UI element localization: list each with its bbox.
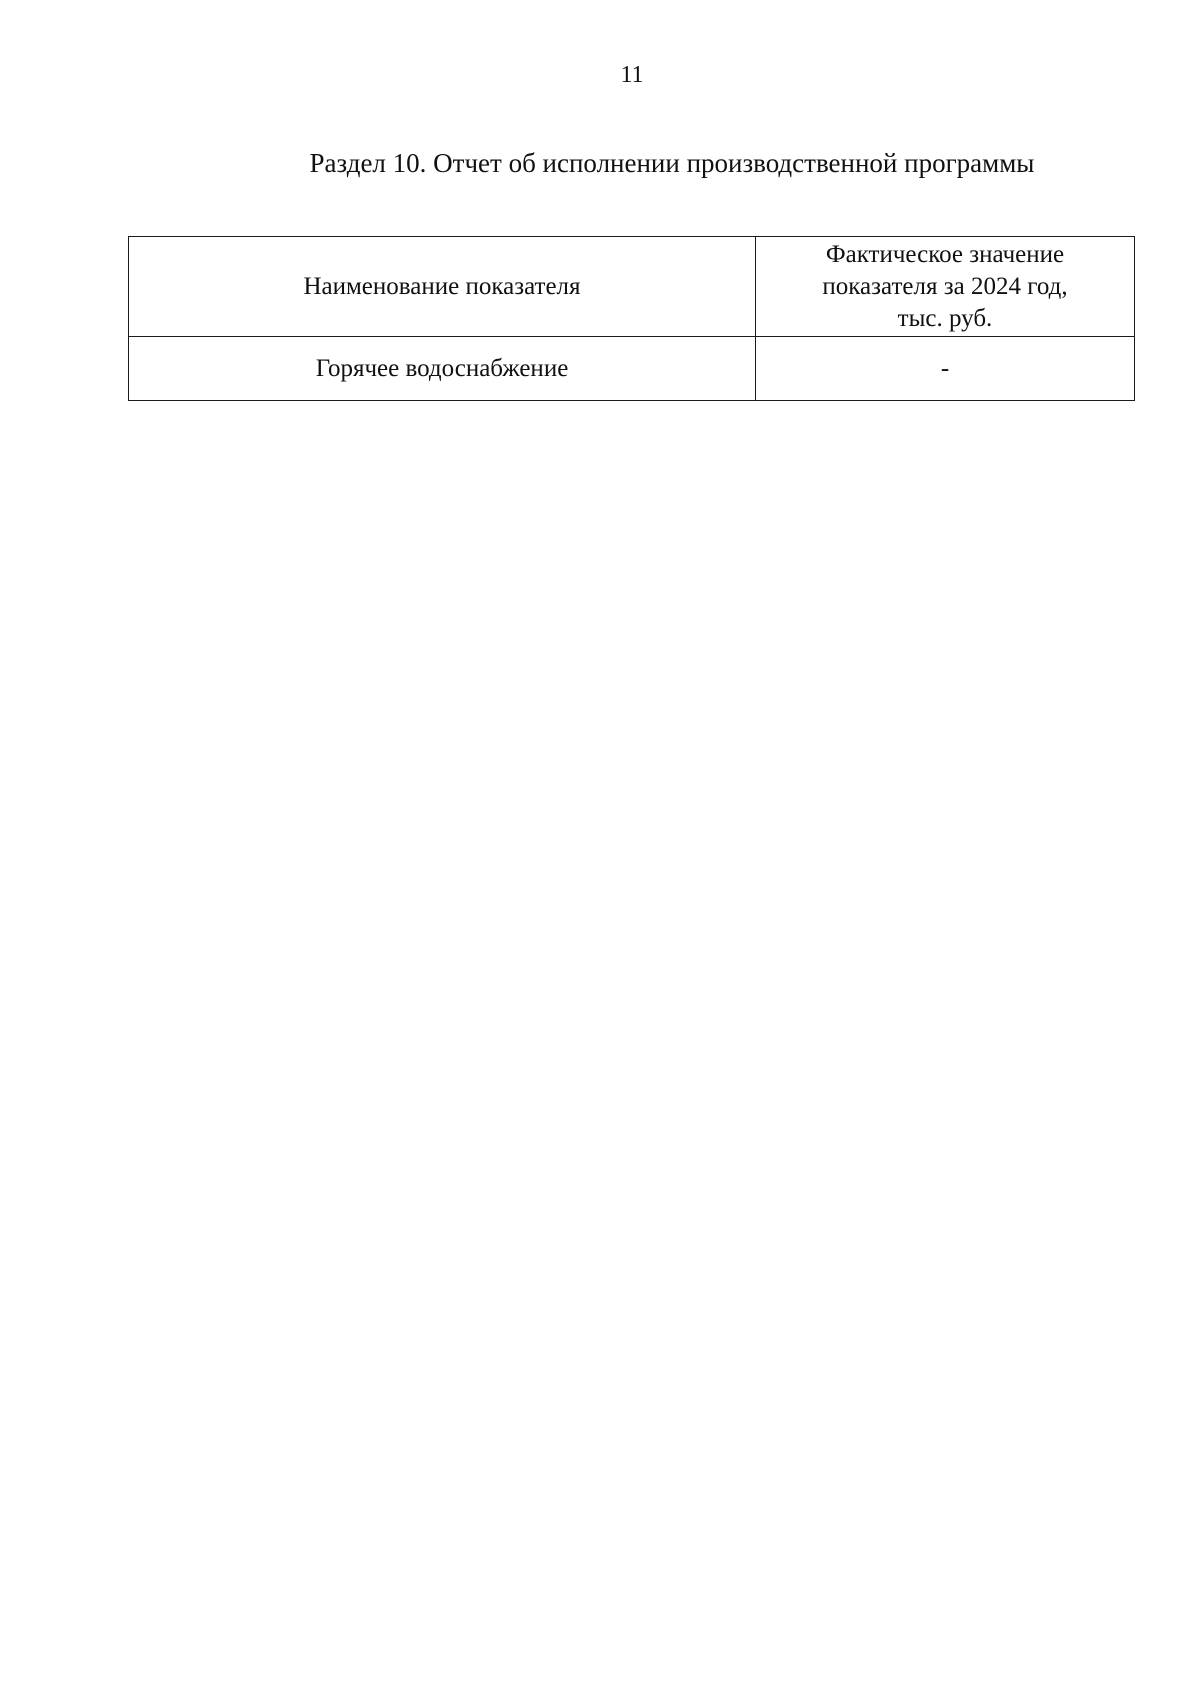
header-actual-value-line3: тыс. руб. xyxy=(897,304,993,332)
header-indicator-name-label: Наименование показателя xyxy=(303,272,581,300)
header-actual-value xyxy=(756,237,1135,337)
row-value: - xyxy=(940,354,950,382)
header-actual-value-line1: Фактическое значение xyxy=(825,240,1065,268)
header-actual-value-line2: показателя за 2024 год, xyxy=(822,272,1068,300)
row-value-cell xyxy=(756,337,1135,401)
row-indicator-cell xyxy=(129,337,756,401)
production-program-report-table xyxy=(128,236,1135,401)
table-row xyxy=(129,337,1135,401)
table-header-row xyxy=(129,237,1135,337)
section-title: Раздел 10. Отчет об исполнении производственной программы xyxy=(309,148,1035,178)
page-number: 11 xyxy=(620,62,644,88)
header-indicator-name xyxy=(129,237,756,337)
row-indicator-label: Горячее водоснабжение xyxy=(315,354,569,382)
